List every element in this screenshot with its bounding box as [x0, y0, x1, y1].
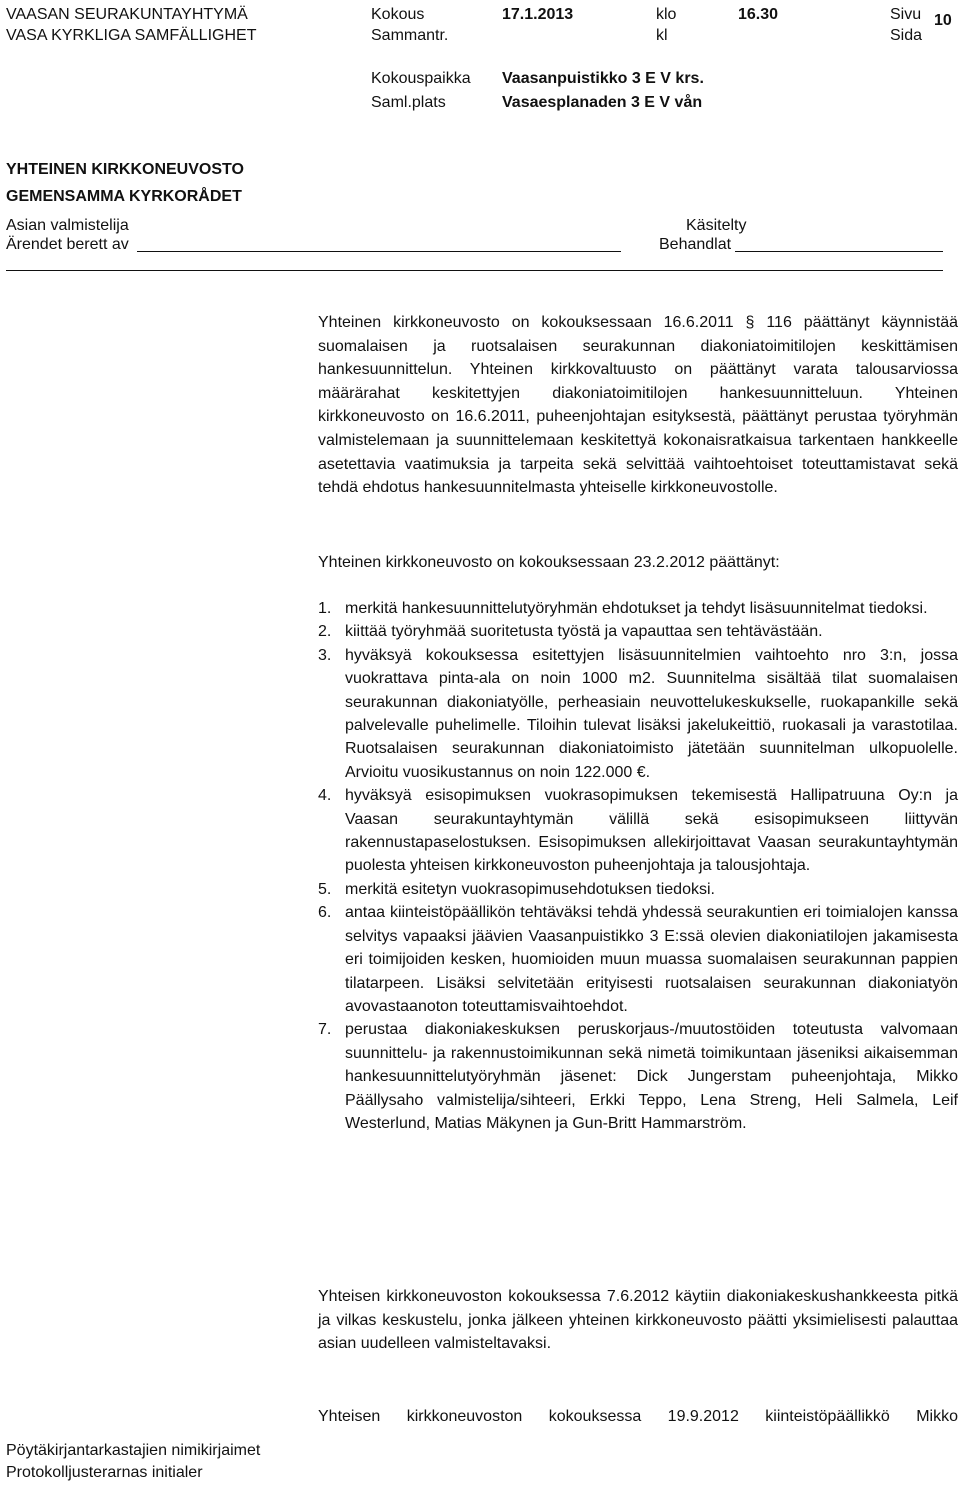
item-text: antaa kiinteistöpäällikön tehtäväksi tehdä yhdessä seurakuntien eri toimialojen kanssa selvitys vapaaksi jäävien Vaasanpuistikko 3 E:ssä olevien diakoniatilojen jakamisesta eri toimijoiden kesken, huomioiden muun muassa suomalaisen seurakunnan pappien tilatarpeen. Lisäksi selvitetään erityisesti ruotsalaisen seurakunnan diakoniatyön avovastaanoton toteuttamisvaihtoehdot.	[345, 904, 958, 1015]
org-name-fi: VAASAN SEURAKUNTAYHTYMÄ	[6, 6, 248, 23]
place-label-sv: Saml.plats	[371, 94, 446, 111]
preparer-label-fi: Asian valmistelija	[6, 217, 129, 234]
paragraph-2012-09: Yhteisen kirkkoneuvoston kokouksessa 19.9.2012 kiinteistöpäällikkö Mikko	[318, 1408, 958, 1425]
list-item	[318, 784, 958, 878]
item-text: merkitä hankesuunnittelutyöryhmän ehdotukset ja tehdyt lisäsuunnitelmat tiedoksi.	[345, 600, 928, 617]
item-number: 4.	[318, 787, 332, 805]
item-number: 3.	[318, 646, 332, 664]
time-label-sv: kl	[656, 27, 668, 44]
list-item	[318, 878, 958, 901]
body-name-sv: GEMENSAMMA KYRKORÅDET	[6, 188, 242, 205]
item-number: 1.	[318, 600, 332, 617]
item-number: 2.	[318, 623, 332, 641]
list-item	[318, 901, 958, 1018]
intro-paragraph: Yhteinen kirkkoneuvosto on kokouksessaan 16.6.2011 § 116 päättänyt käynnistää suomalaisen ja ruotsalaisen seurakunnan diakoniatoimitilojen keskittämisen hankesuunnittelun. Yhteinen kirkkovaltuusto on päättänyt varata talousarviossa määrärahat keskitettyjen diakoniatoimitilojen hankesuunnitteluun. Yhteinen kirkkoneuvosto on 16.6.2011, puheenjohtajan esityksestä, päättänyt perustaa työryhmän valmistelemaan ja suunnittelemaan keskitettyä kokonaisratkaisua tarkentaen hankkeelle asetettavia vaatimuksia ja tarpeita sekä selvittää vaihtoehtoiset toteuttamistavat sekä tehdä ehdotus hankesuunnitelmasta yhteiselle kirkkoneuvostolle.	[318, 314, 958, 497]
meeting-label-sv: Sammantr.	[371, 27, 449, 44]
list-item	[318, 620, 958, 643]
item-number: 7.	[318, 1021, 332, 1039]
list-item	[318, 644, 958, 784]
preparer-label-sv: Ärendet berett av	[6, 236, 129, 253]
place-label-fi: Kokouspaikka	[371, 70, 471, 87]
page-number: 10	[934, 12, 952, 29]
list-item	[318, 1018, 958, 1135]
footer-initials-sv: Protokolljusterarnas initialer	[6, 1464, 203, 1481]
meeting-time: 16.30	[738, 6, 779, 23]
decision-intro: Yhteinen kirkkoneuvosto on kokouksessaan 23.2.2012 päättänyt:	[318, 554, 780, 571]
body-name-fi: YHTEINEN KIRKKONEUVOSTO	[6, 161, 244, 178]
time-label-fi: klo	[656, 6, 677, 23]
org-name-sv: VASA KYRKLIGA SAMFÄLLIGHET	[6, 27, 257, 44]
item-number: 6.	[318, 904, 332, 922]
item-text: hyväksyä esisopimuksen vuokrasopimuksen tekemisestä Hallipatruuna Oy:n ja Vaasan seurakuntayhtymän välillä sekä esisopimukseen liittyvän rakennustapaselostuksen. Esisopimuksen allekirjoittavat Vaasan seurakuntayhtymän puolesta yhteisen kirkkoneuvoston puheenjohtaja ja talousjohtaja.	[345, 787, 958, 875]
handled-label-fi: Käsitelty	[686, 217, 747, 234]
item-text: kiittää työryhmää suoritetusta työstä ja vapauttaa sen tehtävästään.	[345, 623, 823, 641]
item-text: merkitä esitetyn vuokrasopimusehdotuksen tiedoksi.	[345, 880, 715, 898]
page-label-sv: Sida	[890, 27, 923, 44]
meeting-place-sv: Vasaesplanaden 3 E V vån	[502, 94, 703, 111]
footer-initials-fi: Pöytäkirjantarkastajien nimikirjaimet	[6, 1442, 261, 1459]
page-label-fi: Sivu	[890, 6, 922, 23]
item-number: 5.	[318, 880, 332, 898]
header-divider	[6, 270, 943, 271]
handled-label-sv: Behandlat	[659, 236, 732, 253]
item-text: perustaa diakoniakeskuksen peruskorjaus-/muutostöiden toteutusta valvomaan suunnittelu- ja rakennustoimikunnan sekä nimetä toimikuntaan jäseniksi aikaisemman hankesuunnittelutyöryhmän jäsenet: Dick Jungerstam puheenjohtaja, Mikko Päällysaho valmistelija/sihteeri, Erkki Teppo, Lena Streng, Heli Salmela, Leif Westerlund, Matias Mäkynen ja Gun-Britt Hammarström.	[345, 1021, 958, 1132]
preparer-field-line	[137, 251, 621, 252]
decision-list	[318, 597, 958, 1135]
paragraph-2012-06: Yhteisen kirkkoneuvoston kokouksessa 7.6.2012 käytiin diakoniakeskushankkeesta pitkä ja vilkas keskustelu, jonka jälkeen yhteinen kirkkoneuvosto päätti yksimielisesti palauttaa asian uudelleen valmisteltavaksi.	[318, 1288, 958, 1353]
meeting-date: 17.1.2013	[502, 6, 574, 23]
item-text: hyväksyä kokouksessa esitettyjen lisäsuunnitelmien vaihtoehto nro 3:n, jossa vuokrattava pinta-ala on noin 1000 m2. Suunnitelma sisältää tilat suomalaisen seurakunnan diakoniatyölle, perheasiain neuvottelukeskukselle, ruokapankille sekä palvelevalle puhelimelle. Tiloihin tulevat lisäksi jakelukeittiö, ruokasali ja varastotilaa. Ruotsalaisen seurakunnan diakoniatoimisto jätetään suunnitelman ulkopuolelle. Arvioitu vuosikustannus on noin 122.000 €.	[345, 646, 958, 781]
handled-field-line	[735, 251, 943, 252]
list-item	[318, 597, 958, 620]
meeting-label-fi: Kokous	[371, 6, 425, 23]
meeting-place-fi: Vaasanpuistikko 3 E V krs.	[502, 70, 704, 87]
